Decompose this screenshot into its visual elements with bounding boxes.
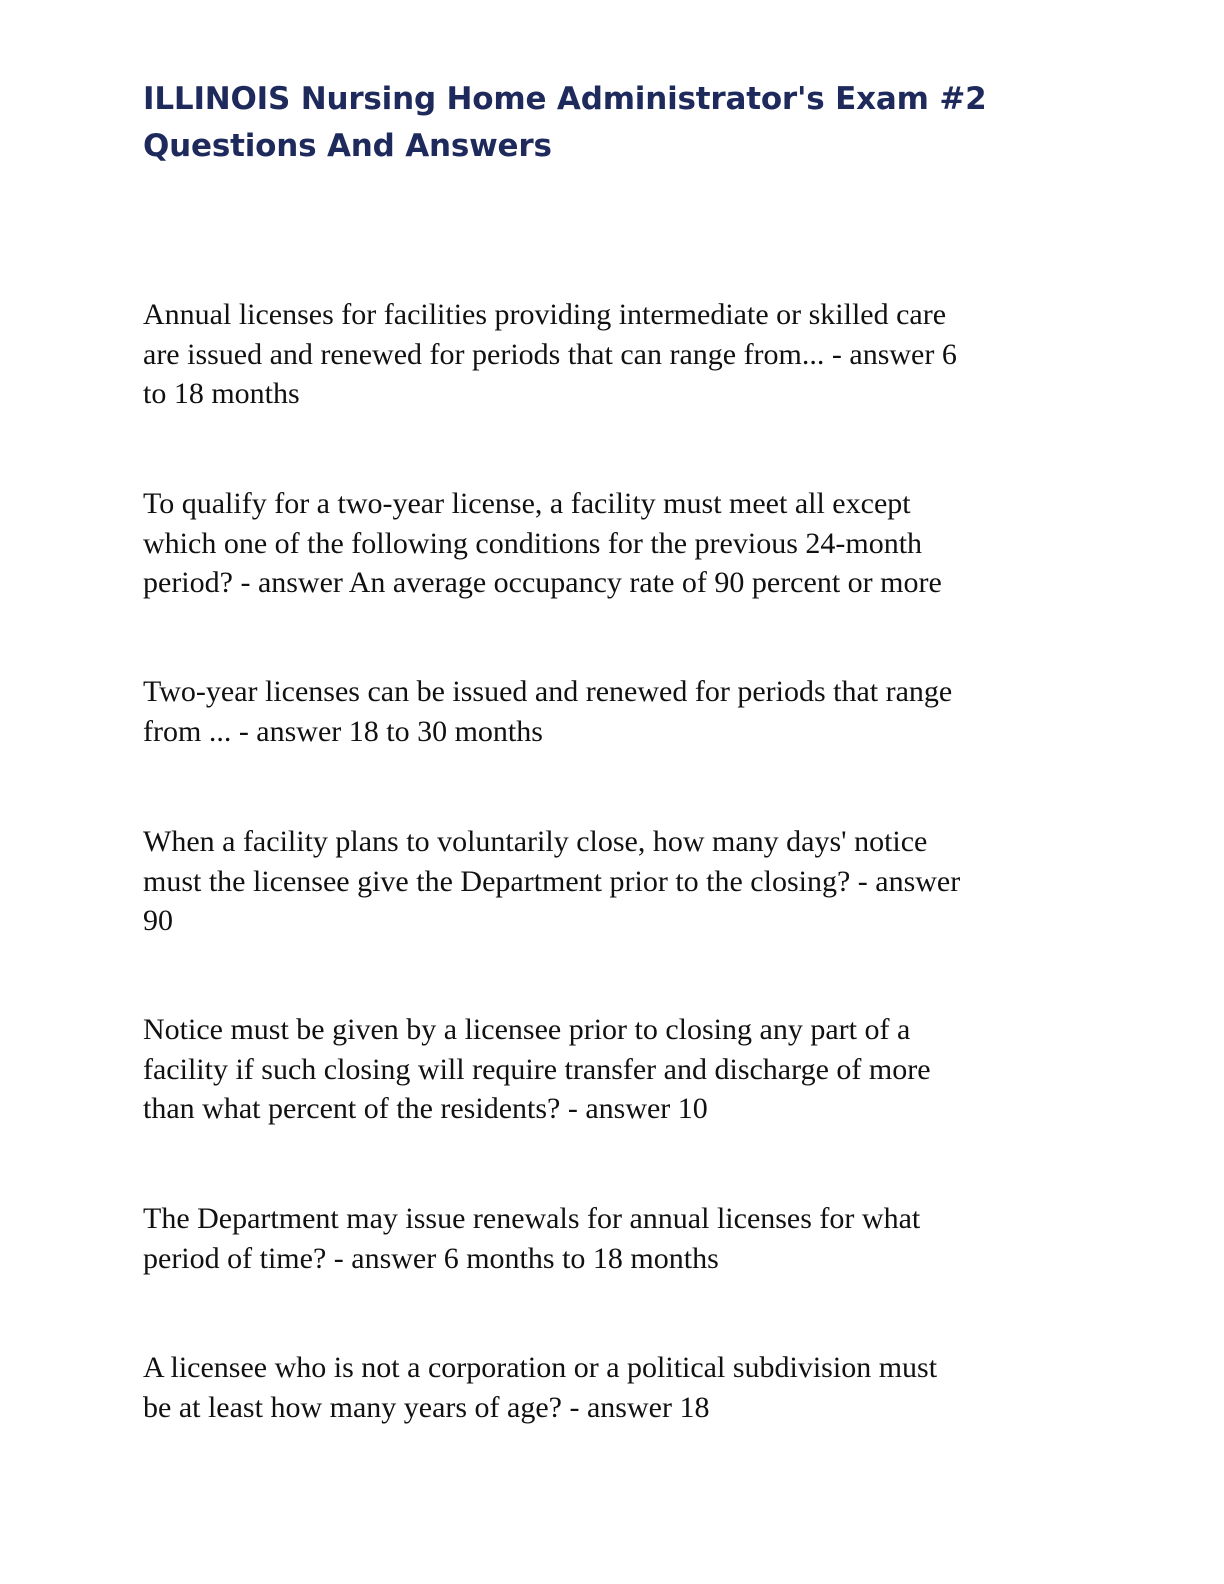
title-line-1: ILLINOIS Nursing Home Administrator's Exam #2 — [143, 81, 987, 117]
qa-item-7 — [143, 1348, 1078, 1427]
qa-line: Two-year licenses can be issued and renewed for periods that range — [143, 675, 953, 708]
qa-line: The Department may issue renewals for annual licenses for what — [143, 1202, 921, 1235]
qa-line: from ... - answer 18 to 30 months — [143, 714, 543, 748]
qa-line: Notice must be given by a licensee prior to closing any part of a — [143, 1013, 911, 1046]
qa-item-6 — [143, 1199, 1078, 1278]
qa-item-1 — [143, 295, 1078, 414]
title-line-2: Questions And Answers — [143, 128, 552, 164]
qa-line: than what percent of the residents? - answer 10 — [143, 1092, 708, 1125]
qa-line: which one of the following conditions for the previous 24-month — [143, 526, 923, 560]
qa-line: period of time? - answer 6 months to 18 months — [143, 1241, 719, 1275]
qa-line: facility if such closing will require transfer and discharge of more — [143, 1052, 931, 1086]
qa-line: To qualify for a two-year license, a facility must meet all except — [143, 487, 911, 520]
qa-line: Annual licenses for facilities providing intermediate or skilled care — [143, 298, 947, 331]
qa-line: 90 — [143, 904, 173, 937]
qa-line: When a facility plans to voluntarily close, how many days' notice — [143, 825, 928, 858]
qa-line: period? - answer An average occupancy rate of 90 percent or more — [143, 566, 942, 599]
qa-line: A licensee who is not a corporation or a political subdivision must — [143, 1351, 938, 1384]
document-title — [143, 76, 1083, 170]
qa-item-3 — [143, 672, 1078, 751]
qa-line: are issued and renewed for periods that can range from... - answer 6 — [143, 337, 957, 371]
qa-item-4 — [143, 822, 1078, 941]
qa-line: must the licensee give the Department prior to the closing? - answer — [143, 864, 961, 898]
qa-line: be at least how many years of age? - answer 18 — [143, 1390, 710, 1424]
qa-item-5 — [143, 1010, 1078, 1129]
qa-line: to 18 months — [143, 377, 300, 410]
qa-item-2 — [143, 484, 1078, 603]
